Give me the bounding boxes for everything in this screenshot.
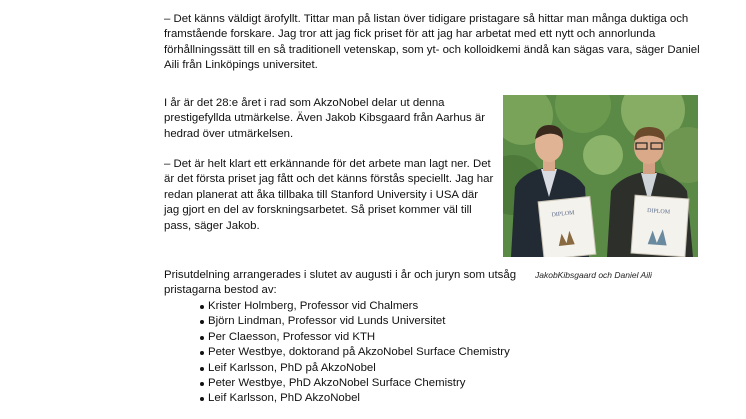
paragraph-quote-aili: – Det känns väldigt ärofyllt. Tittar man på listan över tidigare pristagare så hittar man många duktiga och framstående forskare. Jag tror att jag fick priset för att jag har arbetat med ett nytt och annorlunda förhållningssätt till en så traditionell vetenskap, som yt- och kolloidkemi ändå kan sägas vara, säger Daniel Aili från Linköpings universitet. [164,13,700,72]
jury-list [164,299,510,407]
paragraph-quote-kibsgaard: – Det är helt klart ett erkännande för det arbete man lagt ner. Det är det första priset jag fått och det känns förstås speciellt. Jag har redan planerat att åka tillbaka till Stanford University i USA där jag gjort en del av forskningsarbetet. Så priset kommer väl till pass, säger Jakob. [164,158,494,232]
list-item: Peter Westbye, PhD AkzoNobel Surface Chemistry [164,376,510,391]
list-item: Leif Karlsson, PhD AkzoNobel [164,391,510,406]
paragraph-jury-intro: Prisutdelning arrangerades i slutet av augusti i år och juryn som utsåg pristagarna bestod av: [164,269,517,297]
award-photo [503,95,698,257]
diploma-left-label: DIPLOM [551,210,575,219]
list-item: Peter Westbye, doktorand på AkzoNobel Surface Chemistry [164,345,510,360]
list-item: Björn Lindman, Professor vid Lunds Universitet [164,314,510,329]
photo-caption: JakobKibsgaard och Daniel Aili [535,270,652,280]
paragraph-akzonobel-award: I år är det 28:e året i rad som AkzoNobel delar ut denna prestigefyllda utmärkelse. Även Jakob Kibsgaard från Aarhus är hedrad över utmärkelsen. [164,97,486,140]
list-item: Krister Holmberg, Professor vid Chalmers [164,299,510,314]
diploma-right-label: DIPLOM [646,208,671,216]
award-photo-illustration [503,95,698,257]
list-item: Per Claesson, Professor vid KTH [164,330,510,345]
list-item: Leif Karlsson, PhD på AkzoNobel [164,361,510,376]
